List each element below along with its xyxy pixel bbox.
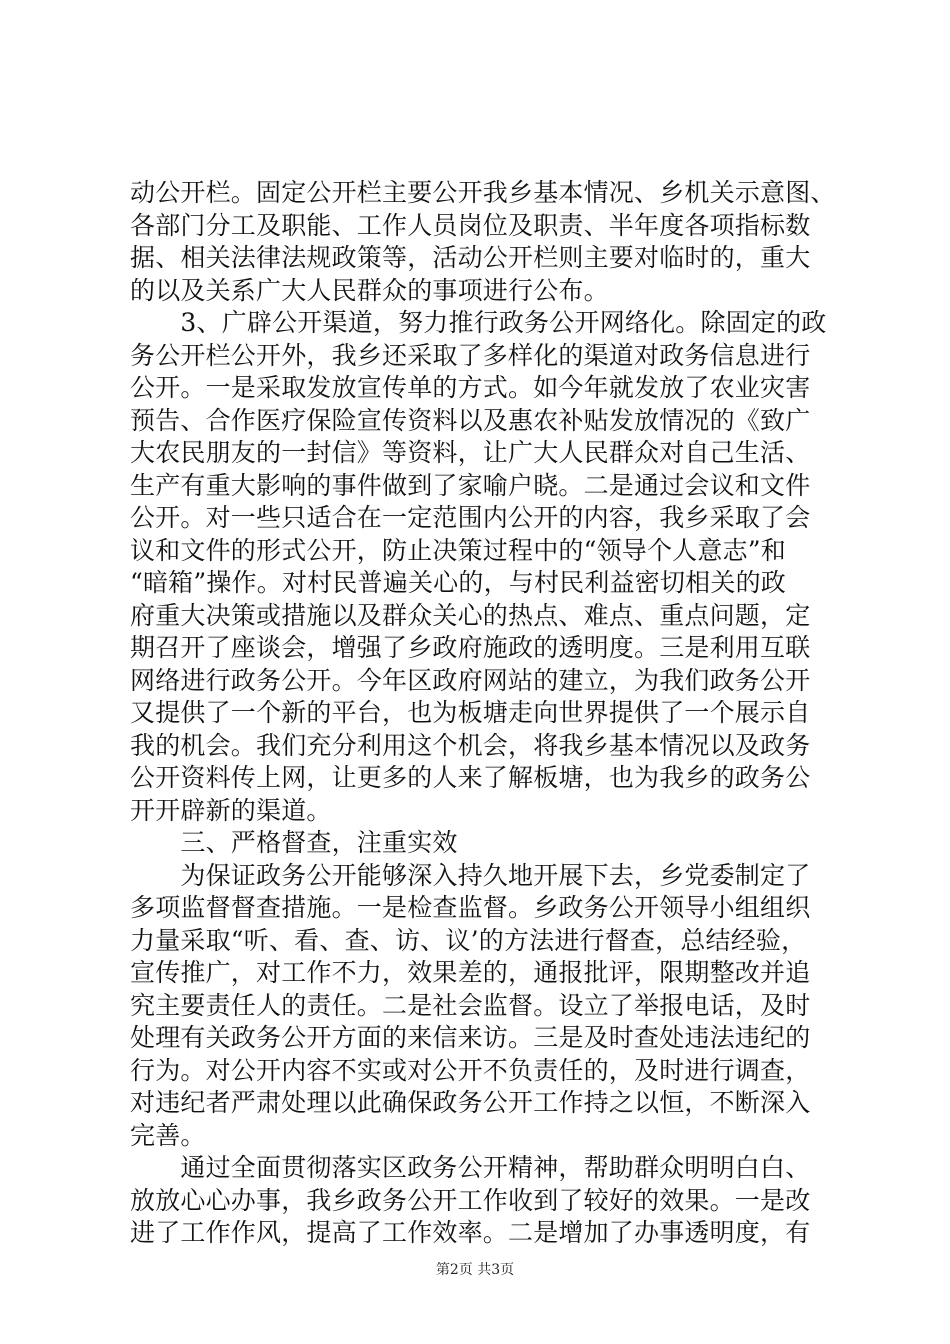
text-line: 力量采取“听、看、查、访、议’的方法进行督查，总结经验， [130,925,807,955]
text-line: 大农民朋友的一封信》等资料，让广大人民群众对自己生活、 [130,438,811,467]
text-line: 府重大决策或措施以及群众关心的热点、难点、重点问题，定 [130,600,811,630]
text-line: 网络进行政务公开。今年区政府网站的建立，为我们政务公开 [130,665,811,695]
page-footer: 第2页 共3页 [435,1262,515,1278]
text-line: 进了工作作风，提高了工作效率。二是增加了办事透明度，有 [130,1218,811,1247]
text-line: 期召开了座谈会，增强了乡政府施政的透明度。三是利用互联 [130,633,811,662]
text-line: 据、相关法律法规政策等，活动公开栏则主要对临时的，重大 [130,243,811,272]
text-line: 完善。 [130,1120,206,1150]
text-line: 三、严格督查，注重实效 [130,828,458,857]
text-line: 开开辟新的渠道。 [130,795,332,825]
text-line: 生产有重大影响的事件做到了家喻户晓。二是通过会议和文件 [130,470,811,500]
text-line: 的以及关系广大人民群众的事项进行公布。 [130,275,609,305]
text-line: 行为。对公开内容不实或对公开不负责任的，及时进行调查， [130,1055,811,1085]
text-line: 多项监督督查措施。一是检查监督。乡政务公开领导小组组织 [130,893,811,922]
body-text [130,177,836,1250]
text-line: 各部门分工及职能、工作人员岗位及职责、半年度各项指标数 [130,210,811,240]
text-line: 务公开栏公开外，我乡还采取了多样化的渠道对政务信息进行 [130,340,811,370]
text-line: 放放心心办事，我乡政务公开工作收到了较好的效果。一是改 [130,1185,811,1215]
text-line: 我的机会。我们充分利用这个机会，将我乡基本情况以及政务 [130,730,811,760]
text-line: 3、广辟公开渠道，努力推行政务公开网络化。除固定的政 [130,308,827,337]
text-line: 公开。对一些只适合在一定范围内公开的内容，我乡采取了会 [130,503,811,532]
text-line: 又提供了一个新的平台，也为板塘走向世界提供了一个展示自 [130,698,811,727]
text-line: “暗箱”操作。对村民普遍关心的，与村民利益密切相关的政 [130,568,786,597]
text-line: 究主要责任人的责任。二是社会监督。设立了举报电话，及时 [130,990,811,1020]
text-line: 议和文件的形式公开，防止决策过程中的“领导个人意志”和 [130,535,786,565]
text-line: 处理有关政务公开方面的来信来访。三是及时查处违法违纪的 [130,1023,811,1052]
text-line: 公开资料传上网，让更多的人来了解板塘，也为我乡的政务公 [130,763,811,792]
text-line: 动公开栏。固定公开栏主要公开我乡基本情况、乡机关示意图、 [130,178,836,207]
text-line: 预告、合作医疗保险宣传资料以及惠农补贴发放情况的《致广 [130,405,811,435]
text-line: 为保证政务公开能够深入持久地开展下去，乡党委制定了 [130,860,811,890]
text-line: 宣传推广，对工作不力，效果差的，通报批评，限期整改并追 [130,958,811,987]
text-line: 公开。一是采取发放宣传单的方式。如今年就发放了农业灾害 [130,373,811,402]
text-line: 通过全面贯彻落实区政务公开精神，帮助群众明明白白、 [130,1153,811,1182]
text-line: 对违纪者严肃处理以此确保政务公开工作持之以恒，不断深入 [130,1088,811,1117]
